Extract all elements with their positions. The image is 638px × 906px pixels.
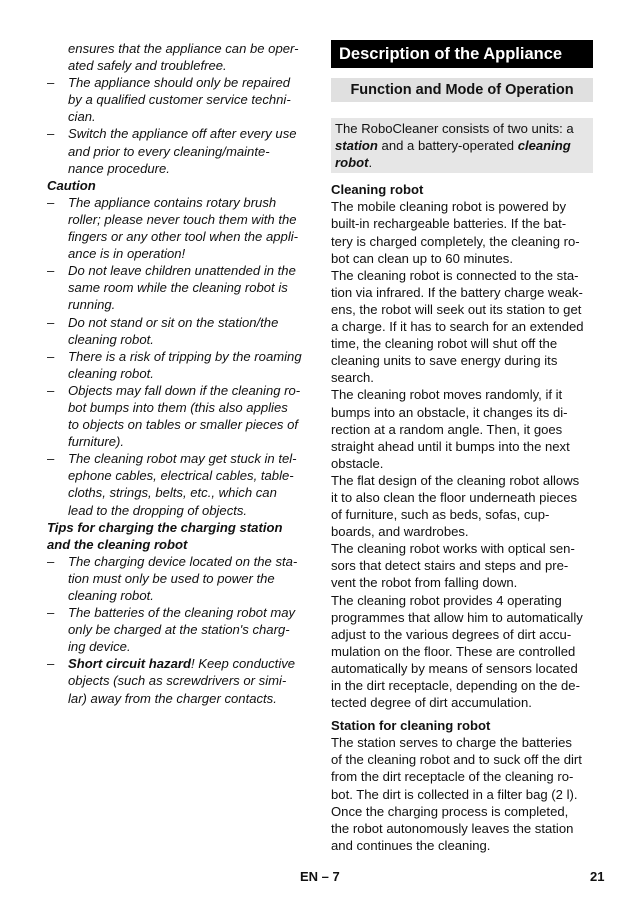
text-line: The flat design of the cleaning robot allows [331, 472, 580, 488]
text-line: of furniture, such as beds, sofas, cup- [331, 507, 550, 523]
term-station: station [335, 138, 378, 154]
text-line: bot can clean up to 60 minutes. [331, 250, 513, 266]
text-line: to objects on tables or smaller pieces of [68, 417, 298, 433]
text-line: boards, and wardrobes. [331, 524, 469, 540]
text-line: Do not leave children unattended in the [68, 263, 296, 279]
list-item [47, 194, 305, 262]
text-line: Once the charging process is completed, [331, 803, 569, 819]
text-line: from the dirt receptacle of the cleaning ro- [331, 769, 574, 785]
text-line: cloths, strings, belts, etc., which can [68, 485, 277, 501]
left-column [47, 40, 305, 707]
list-dash: – [47, 75, 55, 91]
text-line: adjust to the various degrees of dirt accu- [331, 626, 572, 642]
list-item [47, 382, 305, 450]
tips-heading [47, 519, 305, 553]
list-item [47, 604, 305, 655]
text-line: search. [331, 370, 374, 386]
text-line: of the cleaning robot and to suck off the dirt [331, 752, 582, 768]
list-dash: – [47, 605, 55, 621]
text-line: the robot autonomously leaves the station [331, 820, 574, 836]
text-line: sors that detect stairs and steps and pre- [331, 558, 569, 574]
text-line: a charge. If it has to search for an extended [331, 319, 584, 335]
text-line: and prior to every cleaning/mainte- [68, 143, 270, 159]
list-dash: – [47, 263, 55, 279]
text-line: obstacle. [331, 455, 384, 471]
text-line: and continues the cleaning. [331, 837, 491, 853]
text-line: nance procedure. [68, 160, 170, 176]
hazard-label: Short circuit hazard [68, 656, 191, 672]
text-line: by a qualified customer service techni- [68, 92, 291, 108]
text-line: ens, the robot will seek out its station to get [331, 301, 582, 317]
text-line: objects (such as screwdrivers or simi- [68, 673, 287, 689]
text-line: time, the cleaning robot will shut off the [331, 336, 558, 352]
text-line: Do not stand or sit on the station/the [68, 314, 279, 330]
text-line: cleaning robot. [68, 588, 154, 603]
list-dash: – [47, 126, 55, 142]
text-line: cian. [68, 109, 96, 125]
list-dash: – [47, 348, 55, 364]
text-line: running. [68, 297, 116, 313]
text-line: The charging device located on the sta- [68, 553, 298, 569]
term-cleaning: cleaning [517, 138, 571, 154]
text-line: cleaning robot. [68, 365, 154, 381]
text-line: Switch the appliance off after every use [68, 126, 297, 142]
robot-section [331, 181, 593, 854]
robot-paragraphs [331, 198, 593, 711]
text-line: tion must only be used to power the [68, 570, 275, 586]
text-line: furniture). [68, 434, 125, 450]
text-line: The RoboCleaner consists of two units: a [335, 121, 574, 136]
page-number: 21 [590, 869, 605, 884]
list-item [47, 314, 305, 348]
text-line: robot. [335, 155, 373, 171]
text-line: The mobile cleaning robot is powered by [331, 199, 567, 215]
station-paragraphs [331, 734, 593, 854]
station-heading: Station for cleaning robot [331, 718, 491, 734]
text-line: There is a risk of tripping by the roaming [68, 348, 302, 364]
page-label: EN – 7 [300, 869, 340, 884]
text-line: The cleaning robot works with optical sen- [331, 541, 575, 557]
text-line: ephone cables, electrical cables, table- [68, 468, 294, 484]
hazard-text: ! Keep conductive [190, 656, 296, 672]
text-line: The station serves to charge the batteries [331, 735, 572, 751]
list-dash: – [47, 656, 55, 672]
list-item [47, 348, 305, 382]
list-dash: – [47, 194, 55, 210]
text-line: straight ahead until it bumps into the next [331, 438, 570, 454]
text-line: ance is in operation! [68, 246, 186, 262]
list-item [47, 450, 305, 518]
intro-box [331, 118, 593, 173]
text-line: The appliance contains rotary brush [68, 194, 277, 210]
text-line: same room while the cleaning robot is [68, 280, 288, 296]
text-line: tected degree of dirt accumulation. [331, 695, 532, 711]
text-line: The cleaning robot moves randomly, if it [331, 387, 563, 403]
continued-paragraph [47, 40, 305, 74]
list-dash: – [47, 553, 55, 569]
text-line: roller; please never touch them with the [68, 211, 297, 227]
text-line: programmes that allow him to automatically [331, 609, 583, 625]
text-line: it to also clean the floor underneath pieces [331, 489, 578, 505]
text-line [68, 655, 305, 672]
list-dash: – [47, 382, 55, 398]
text-line: bumps into an obstacle, it changes its di- [331, 404, 568, 420]
text-line: The cleaning robot provides 4 operating [331, 592, 562, 608]
text-line: fingers or any other tool when the appli- [68, 229, 299, 245]
list-dash: – [47, 314, 55, 330]
text-line: only be charged at the station's charg- [68, 622, 290, 638]
text-line: in the dirt receptacle, depending on the de- [331, 678, 580, 693]
text-line: The batteries of the cleaning robot may [68, 605, 296, 621]
list-item-hazard [47, 655, 305, 706]
text-line: automatically by means of sensors located [331, 660, 578, 676]
text-line: cleaning units to save energy during its [331, 353, 558, 369]
text-line: Tips for charging the charging station [47, 519, 283, 535]
text-line: bot bumps into them (this also applies [68, 399, 288, 415]
text-line: mulation on the floor. These are controlled [331, 643, 576, 659]
text-line: The appliance should only be repaired [68, 75, 291, 91]
text-line: built-in rechargeable batteries. If the bat- [331, 216, 567, 232]
text-line: vent the robot from falling down. [331, 575, 518, 591]
text-line: rection at a random angle. Then, it goes [331, 421, 563, 437]
text-line: and the cleaning robot [47, 536, 188, 552]
caution-heading: Caution [47, 177, 96, 193]
right-column [331, 40, 593, 854]
text-line: bot. The dirt is collected in a filter bag (2 l). [331, 786, 578, 802]
text-line: Objects may fall down if the cleaning ro- [68, 382, 301, 398]
text-line: ing device. [68, 639, 131, 655]
list-dash: – [47, 451, 55, 467]
text-line: ensures that the appliance can be oper- [68, 41, 299, 56]
text-line: lead to the dropping of objects. [68, 502, 248, 518]
text-line: tion via infrared. If the battery charge weak- [331, 284, 583, 300]
text-line: tery is charged completely, the cleaning ro- [331, 233, 580, 249]
text-line: ated safely and troublefree. [68, 58, 227, 74]
text-line: The cleaning robot may get stuck in tel- [68, 451, 297, 467]
robot-heading: Cleaning robot [331, 182, 424, 198]
section-title: Description of the Appliance [331, 40, 593, 68]
text-line: cleaning robot. [68, 331, 154, 347]
list-item [47, 553, 305, 604]
list-item [47, 74, 305, 125]
text-line: lar) away from the charger contacts. [68, 690, 277, 706]
text-line: The cleaning robot is connected to the sta- [331, 267, 579, 283]
term-robot: robot [335, 155, 369, 171]
list-item [47, 262, 305, 313]
list-item [47, 125, 305, 176]
text-line: station and a battery-operated cleaning [335, 138, 571, 154]
subsection-title: Function and Mode of Operation [331, 78, 593, 102]
